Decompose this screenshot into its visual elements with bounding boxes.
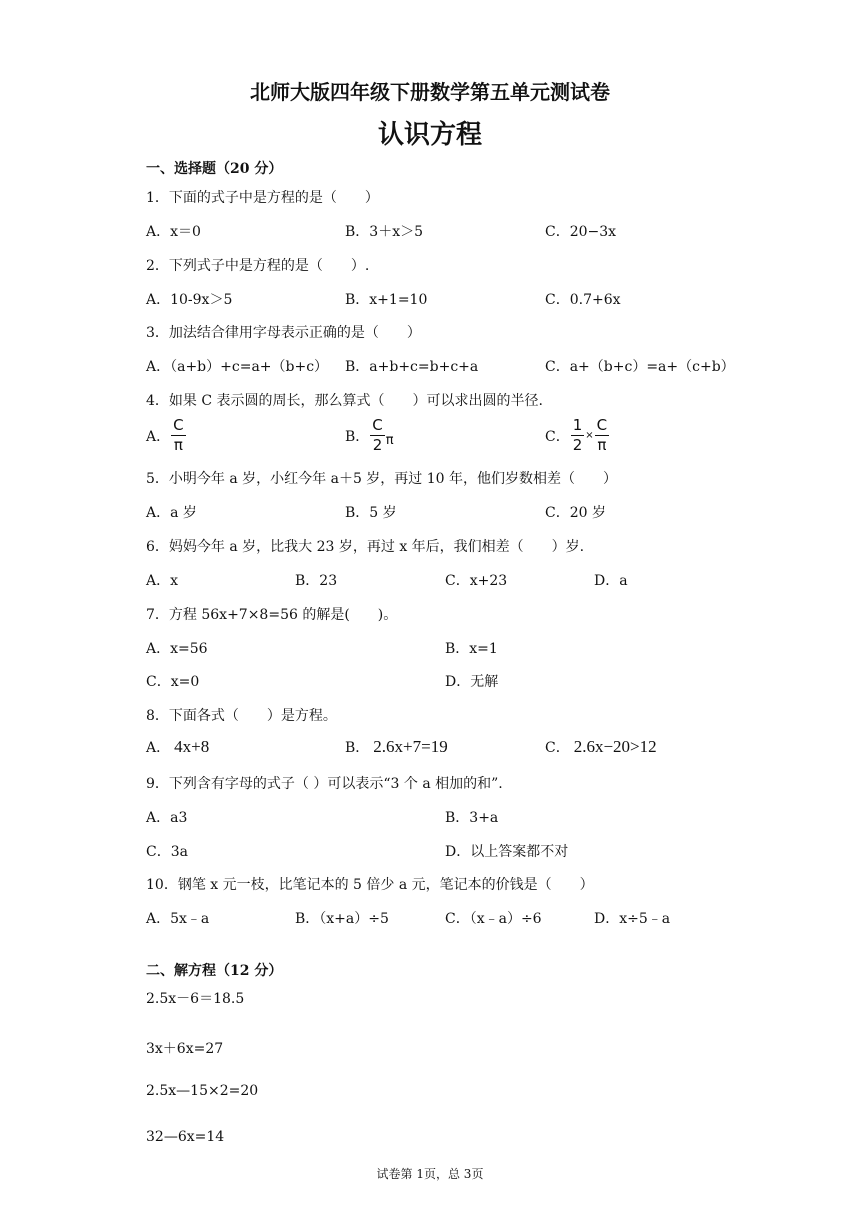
question-4: 4．如果 C 表示圆的周长，那么算式（ ）可以求出圆的半径. (146, 393, 543, 409)
q3-option-a: A．（a+b）+c=a+（b+c） (146, 359, 329, 375)
document-subtitle: 认识方程 (377, 120, 482, 150)
q9-option-d: D．以上答案都不对 (445, 844, 569, 860)
q10-option-c: C．（x﹣a）÷6 (445, 911, 542, 927)
q8-option-a-label: A． (146, 740, 171, 756)
question-6: 6．妈妈今年 a 岁，比我大 23 岁，再过 x 年后，我们相差（ ）岁. (146, 539, 585, 555)
q8-option-b (345, 737, 448, 757)
q8-option-c (545, 737, 657, 757)
q7-option-c: C．x=0 (146, 674, 200, 690)
section-heading-equations: 二、解方程（12 分） (146, 963, 283, 979)
q9-option-b: B．3+a (445, 810, 499, 826)
q10-option-b: B．（x+a）÷5 (295, 911, 389, 927)
q6-option-a: A．x (146, 573, 179, 589)
q7-option-b: B．x=1 (445, 641, 498, 657)
q4c-numerator-1: 1 (572, 416, 583, 434)
q4-option-b (345, 418, 394, 453)
q4-option-c (545, 418, 610, 453)
equation-3: 2.5x—15×2=20 (146, 1083, 259, 1099)
q1-option-c: C．20−3x (545, 224, 617, 240)
q4c-times: × (585, 430, 594, 441)
q7-option-a: A．x=56 (146, 641, 208, 657)
question-9: 9．下列含有字母的式子（ ）可以表示“3 个 a 相加的和”. (146, 776, 503, 792)
q8-option-a-expression: 4x+8 (174, 737, 210, 756)
q4c-numerator-2: C (596, 416, 608, 434)
q1-option-b: B．3＋x＞5 (345, 224, 423, 240)
equation-1: 2.5x－6＝18.5 (146, 991, 245, 1007)
q6-option-d: D．a (594, 573, 628, 589)
q5-option-a: A．a 岁 (146, 505, 197, 521)
q3-option-b: B．a+b+c=b+c+a (345, 359, 479, 375)
q8-option-a (146, 737, 209, 757)
question-2: 2．下列式子中是方程的是（ ）. (146, 258, 370, 274)
q6-option-b: B．23 (295, 573, 338, 589)
q5-option-c: C．20 岁 (545, 505, 606, 521)
q4-fraction-c-over-2 (370, 418, 384, 453)
q10-option-a: A．5x﹣a (146, 911, 210, 927)
question-1: 1．下面的式子中是方程的是（ ） (146, 190, 379, 206)
q4c-denominator-2: π (597, 436, 607, 454)
q8-option-b-label: B． (345, 740, 370, 756)
q8-option-c-label: C． (545, 740, 570, 756)
q4a-numerator: C (173, 416, 184, 434)
question-8: 8．下面各式（ ）是方程。 (146, 708, 337, 724)
q8-option-c-expression: 2.6x−20>12 (573, 737, 657, 756)
q4-fraction-c-over-pi (171, 418, 185, 453)
q9-option-a: A．a3 (146, 810, 188, 826)
page-footer: 试卷第 1页，总 3页 (376, 1167, 484, 1181)
equation-4: 32—6x=14 (146, 1129, 225, 1145)
question-10: 10．钢笔 x 元一枝，比笔记本的 5 倍少 a 元，笔记本的价钱是（ ） (146, 877, 594, 893)
q10-option-d: D．x÷5﹣a (594, 911, 671, 927)
q1-option-a: A．x＝0 (146, 224, 201, 240)
q5-option-b: B．5 岁 (345, 505, 397, 521)
q4b-denominator: 2 (372, 436, 383, 454)
q4-option-a (146, 418, 187, 453)
q4a-denominator: π (173, 436, 183, 454)
q4-option-b-label: B． (345, 428, 370, 445)
q6-option-c: C．x+23 (445, 573, 508, 589)
q2-option-c: C．0.7+6x (545, 292, 621, 308)
section-heading-choice: 一、选择题（20 分） (146, 161, 283, 177)
equation-2: 3x＋6x=27 (146, 1041, 224, 1057)
document-title: 北师大版四年级下册数学第五单元测试卷 (250, 80, 610, 104)
q8-option-b-expression: 2.6x+7=19 (373, 737, 448, 756)
q4-fraction-c-over-pi-2 (595, 418, 609, 453)
q9-option-c: C．3a (146, 844, 188, 860)
question-7: 7．方程 56x+7×8=56 的解是( )。 (146, 607, 398, 623)
q4b-pi: π (385, 433, 394, 448)
q4b-numerator: C (372, 416, 383, 434)
q4c-denominator-1: 2 (572, 436, 583, 454)
q2-option-b: B．x+1=10 (345, 292, 428, 308)
question-3: 3．加法结合律用字母表示正确的是（ ） (146, 325, 421, 341)
question-5: 5．小明今年 a 岁，小红今年 a＋5 岁，再过 10 年，他们岁数相差（ ） (146, 471, 618, 487)
q2-option-a: A．10-9x＞5 (146, 292, 233, 308)
q4-option-a-label: A． (146, 428, 171, 445)
q3-option-c: C．a+（b+c）=a+（c+b） (545, 359, 735, 375)
q4-fraction-1-over-2 (571, 418, 585, 453)
q4-option-c-label: C． (545, 428, 570, 445)
q7-option-d: D．无解 (445, 674, 499, 690)
